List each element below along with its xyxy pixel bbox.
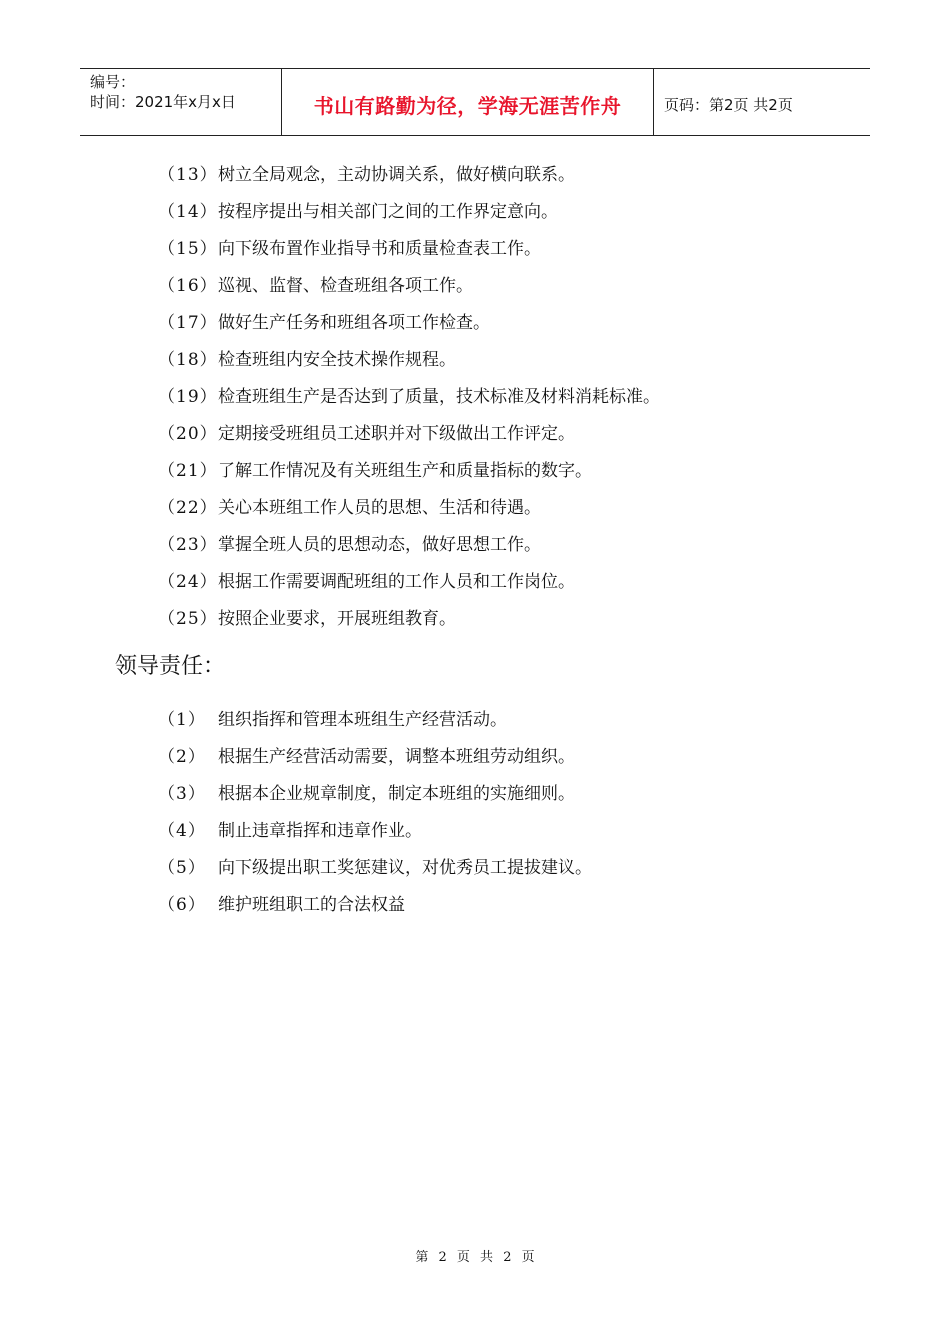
item-number: （20） (158, 424, 218, 444)
item-text: 按照企业要求，开展班组教育。 (218, 609, 456, 629)
list-item (158, 385, 660, 422)
item-number: （24） (158, 572, 218, 592)
item-text: 制止违章指挥和违章作业。 (218, 821, 422, 841)
item-number: （6） (158, 895, 206, 915)
item-number: （3） (158, 784, 206, 804)
list-item (158, 311, 660, 348)
list-item (158, 274, 660, 311)
item-number: （5） (158, 858, 206, 878)
item-number: （2） (158, 747, 206, 767)
item-number: （4） (158, 821, 206, 841)
list-item (158, 237, 660, 274)
list-item (158, 819, 592, 856)
item-text: 维护班组职工的合法权益 (218, 895, 405, 915)
item-number: （15） (158, 239, 218, 259)
list-item (158, 348, 660, 385)
duties-list (158, 163, 660, 644)
item-text: 了解工作情况及有关班组生产和质量指标的数字。 (218, 461, 592, 481)
item-text: 定期接受班组员工述职并对下级做出工作评定。 (218, 424, 575, 444)
item-number: （21） (158, 461, 218, 481)
header-page-cell (654, 69, 870, 135)
item-text: 根据生产经营活动需要，调整本班组劳动组织。 (218, 747, 575, 767)
item-number: （13） (158, 165, 218, 185)
header-meta-cell (80, 69, 282, 135)
item-text: 关心本班组工作人员的思想、生活和待遇。 (218, 498, 541, 518)
list-item (158, 163, 660, 200)
list-item (158, 782, 592, 819)
item-text: 检查班组内安全技术操作规程。 (218, 350, 456, 370)
list-item (158, 893, 592, 930)
footer-page-number: 第 2 页 共 2 页 (415, 1250, 535, 1265)
header-page-info: 页码：第2页 共2页 (664, 95, 793, 114)
item-text: 检查班组生产是否达到了质量，技术标准及材料消耗标准。 (218, 387, 660, 407)
item-number: （17） (158, 313, 218, 333)
item-text: 树立全局观念，主动协调关系，做好横向联系。 (218, 165, 575, 185)
list-item (158, 570, 660, 607)
item-number: （18） (158, 350, 218, 370)
header-motto: 书山有路勤为径，学海无涯苦作舟 (313, 93, 622, 118)
item-text: 向下级布置作业指导书和质量检查表工作。 (218, 239, 541, 259)
leadership-list (158, 708, 592, 930)
list-item (158, 200, 660, 237)
list-item (158, 745, 592, 782)
list-item (158, 708, 592, 745)
list-item (158, 422, 660, 459)
item-number: （23） (158, 535, 218, 555)
item-text: 掌握全班人员的思想动态，做好思想工作。 (218, 535, 541, 555)
list-item (158, 459, 660, 496)
header-motto-cell (282, 69, 654, 135)
list-item (158, 607, 660, 644)
item-text: 做好生产任务和班组各项工作检查。 (218, 313, 490, 333)
item-number: （14） (158, 202, 218, 222)
item-number: （19） (158, 387, 218, 407)
list-item (158, 496, 660, 533)
item-number: （22） (158, 498, 218, 518)
item-number: （16） (158, 276, 218, 296)
list-item (158, 856, 592, 893)
item-text: 向下级提出职工奖惩建议，对优秀员工提拔建议。 (218, 858, 592, 878)
item-text: 按程序提出与相关部门之间的工作界定意向。 (218, 202, 558, 222)
item-number: （25） (158, 609, 218, 629)
page-footer (0, 1246, 950, 1265)
page-header (80, 68, 870, 136)
item-text: 根据本企业规章制度，制定本班组的实施细则。 (218, 784, 575, 804)
item-number: （1） (158, 710, 206, 730)
item-text: 根据工作需要调配班组的工作人员和工作岗位。 (218, 572, 575, 592)
item-text: 巡视、监督、检查班组各项工作。 (218, 276, 473, 296)
list-item (158, 533, 660, 570)
time-label: 时间：2021年x月x日 (90, 93, 236, 111)
serial-label: 编号： (90, 73, 136, 91)
leadership-heading: 领导责任： (115, 654, 226, 679)
item-text: 组织指挥和管理本班组生产经营活动。 (218, 710, 507, 730)
